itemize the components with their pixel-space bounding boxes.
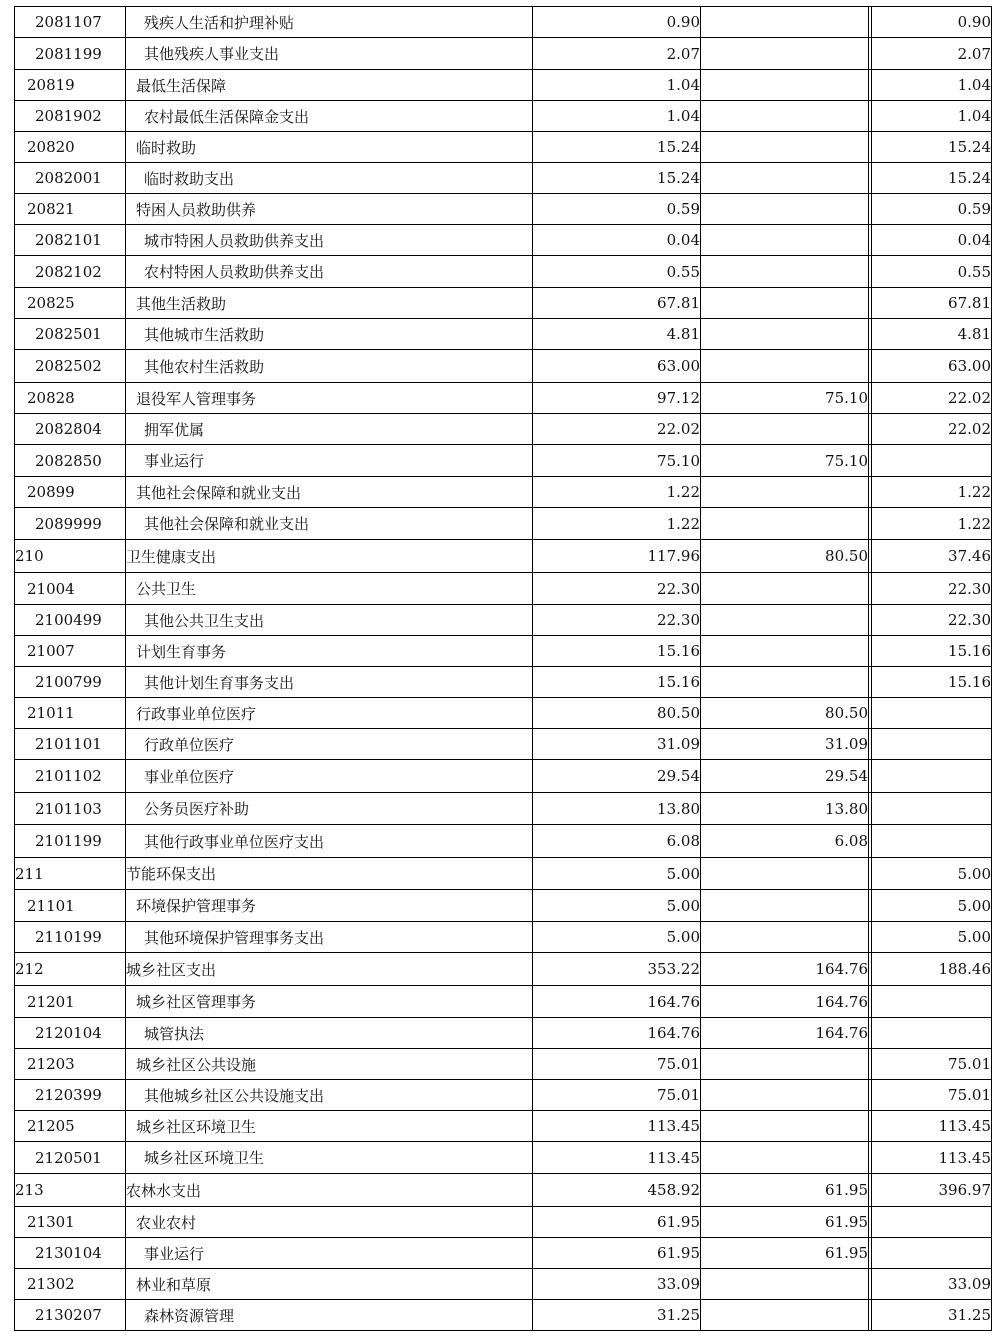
table-row	[15, 1080, 992, 1111]
row-project: 5.00	[872, 922, 992, 953]
row-basic: 75.10	[701, 383, 869, 414]
row-project	[872, 698, 992, 729]
row-total: 5.00	[533, 922, 701, 953]
row-name: 事业单位医疗	[126, 760, 533, 793]
table-row	[15, 1049, 992, 1080]
row-code: 2082502	[15, 350, 126, 383]
row-name: 公共卫生	[126, 573, 533, 605]
row-project: 0.04	[872, 225, 992, 256]
row-basic: 164.76	[701, 1018, 869, 1049]
row-name: 其他计划生育事务支出	[126, 667, 533, 698]
table-row	[15, 477, 992, 508]
row-project: 0.59	[872, 194, 992, 225]
row-total: 33.09	[533, 1269, 701, 1300]
table-row	[15, 350, 992, 383]
row-name: 计划生育事务	[126, 636, 533, 667]
table-row	[15, 508, 992, 540]
row-code: 2120399	[15, 1080, 126, 1111]
row-name: 事业运行	[126, 1238, 533, 1269]
row-code: 2130104	[15, 1238, 126, 1269]
row-name: 残疾人生活和护理补贴	[126, 7, 533, 38]
row-total: 15.16	[533, 636, 701, 667]
row-code: 21302	[15, 1269, 126, 1300]
table-row	[15, 636, 992, 667]
row-basic	[701, 163, 869, 194]
row-name: 农林水支出	[126, 1174, 533, 1207]
row-name: 其他城市生活救助	[126, 319, 533, 350]
table-row	[15, 101, 992, 132]
row-project	[872, 445, 992, 477]
row-total: 75.10	[533, 445, 701, 477]
row-code: 2082850	[15, 445, 126, 477]
table-row	[15, 953, 992, 986]
row-code: 21201	[15, 986, 126, 1018]
row-project	[872, 825, 992, 858]
row-name: 其他社会保障和就业支出	[126, 508, 533, 540]
row-project: 15.24	[872, 132, 992, 163]
table-row	[15, 698, 992, 729]
row-total: 0.04	[533, 225, 701, 256]
row-name: 其他城乡社区公共设施支出	[126, 1080, 533, 1111]
row-project	[872, 793, 992, 825]
row-total: 22.30	[533, 573, 701, 605]
row-project: 1.04	[872, 101, 992, 132]
row-total: 61.95	[533, 1238, 701, 1269]
row-name: 城乡社区环境卫生	[126, 1111, 533, 1142]
row-basic	[701, 605, 869, 636]
table-row	[15, 70, 992, 101]
row-code: 20820	[15, 132, 126, 163]
row-name: 退役军人管理事务	[126, 383, 533, 414]
row-name: 林业和草原	[126, 1269, 533, 1300]
row-basic	[701, 256, 869, 288]
row-project: 2.07	[872, 38, 992, 70]
row-project: 22.30	[872, 605, 992, 636]
row-project: 113.45	[872, 1111, 992, 1142]
row-code: 2081107	[15, 7, 126, 38]
table-row	[15, 445, 992, 477]
row-basic	[701, 890, 869, 922]
row-total: 67.81	[533, 288, 701, 319]
table-row	[15, 319, 992, 350]
table-row	[15, 163, 992, 194]
row-name: 临时救助	[126, 132, 533, 163]
table-row	[15, 858, 992, 890]
row-basic	[701, 573, 869, 605]
row-total: 164.76	[533, 986, 701, 1018]
table-row	[15, 256, 992, 288]
row-code: 210	[15, 540, 126, 573]
table-row	[15, 1018, 992, 1049]
row-name: 城乡社区环境卫生	[126, 1142, 533, 1174]
row-code: 2120104	[15, 1018, 126, 1049]
row-basic: 164.76	[701, 986, 869, 1018]
row-basic: 61.95	[701, 1238, 869, 1269]
row-code: 2110199	[15, 922, 126, 953]
row-name: 城市特困人员救助供养支出	[126, 225, 533, 256]
row-total: 4.81	[533, 319, 701, 350]
row-total: 15.24	[533, 132, 701, 163]
row-code: 2081199	[15, 38, 126, 70]
row-code: 2081902	[15, 101, 126, 132]
row-code: 2101199	[15, 825, 126, 858]
row-name: 节能环保支出	[126, 858, 533, 890]
row-project: 15.24	[872, 163, 992, 194]
row-total: 61.95	[533, 1207, 701, 1238]
row-code: 2100499	[15, 605, 126, 636]
row-code: 2089999	[15, 508, 126, 540]
row-name: 城管执法	[126, 1018, 533, 1049]
row-code: 21301	[15, 1207, 126, 1238]
row-basic: 31.09	[701, 729, 869, 760]
row-basic: 164.76	[701, 953, 869, 986]
row-total: 6.08	[533, 825, 701, 858]
row-project	[872, 760, 992, 793]
row-code: 2120501	[15, 1142, 126, 1174]
row-total: 5.00	[533, 890, 701, 922]
row-project: 22.02	[872, 383, 992, 414]
row-name: 卫生健康支出	[126, 540, 533, 573]
row-total: 31.09	[533, 729, 701, 760]
row-total: 164.76	[533, 1018, 701, 1049]
row-name: 拥军优属	[126, 414, 533, 445]
table-row	[15, 383, 992, 414]
row-project	[872, 1238, 992, 1269]
row-basic	[701, 636, 869, 667]
table-row	[15, 825, 992, 858]
row-name: 城乡社区管理事务	[126, 986, 533, 1018]
row-name: 农村特困人员救助供养支出	[126, 256, 533, 288]
row-project: 1.22	[872, 508, 992, 540]
row-code: 21004	[15, 573, 126, 605]
row-basic	[701, 70, 869, 101]
row-code: 21007	[15, 636, 126, 667]
row-total: 0.55	[533, 256, 701, 288]
row-name: 最低生活保障	[126, 70, 533, 101]
row-name: 行政事业单位医疗	[126, 698, 533, 729]
row-name: 特困人员救助供养	[126, 194, 533, 225]
row-project: 113.45	[872, 1142, 992, 1174]
row-project: 0.90	[872, 7, 992, 38]
row-total: 113.45	[533, 1111, 701, 1142]
row-project: 67.81	[872, 288, 992, 319]
row-project: 31.25	[872, 1300, 992, 1331]
row-total: 75.01	[533, 1080, 701, 1111]
row-basic	[701, 101, 869, 132]
row-code: 213	[15, 1174, 126, 1207]
row-project: 5.00	[872, 890, 992, 922]
row-total: 15.24	[533, 163, 701, 194]
row-name: 其他生活救助	[126, 288, 533, 319]
row-basic	[701, 1300, 869, 1331]
row-basic: 75.10	[701, 445, 869, 477]
row-name: 农业农村	[126, 1207, 533, 1238]
row-total: 63.00	[533, 350, 701, 383]
table-row	[15, 38, 992, 70]
row-code: 21011	[15, 698, 126, 729]
row-total: 75.01	[533, 1049, 701, 1080]
row-project: 63.00	[872, 350, 992, 383]
row-total: 1.04	[533, 70, 701, 101]
row-basic: 29.54	[701, 760, 869, 793]
row-total: 80.50	[533, 698, 701, 729]
row-code: 2101101	[15, 729, 126, 760]
row-code: 2101103	[15, 793, 126, 825]
row-code: 2082101	[15, 225, 126, 256]
row-project	[872, 1018, 992, 1049]
table-row	[15, 922, 992, 953]
table-row	[15, 729, 992, 760]
row-code: 2082501	[15, 319, 126, 350]
table-row	[15, 1174, 992, 1207]
table-row	[15, 667, 992, 698]
table-row	[15, 793, 992, 825]
row-project: 0.55	[872, 256, 992, 288]
row-total: 117.96	[533, 540, 701, 573]
row-basic	[701, 508, 869, 540]
row-name: 环境保护管理事务	[126, 890, 533, 922]
table-row	[15, 540, 992, 573]
row-total: 0.90	[533, 7, 701, 38]
row-project: 22.30	[872, 573, 992, 605]
row-name: 其他社会保障和就业支出	[126, 477, 533, 508]
row-name: 森林资源管理	[126, 1300, 533, 1331]
row-code: 20899	[15, 477, 126, 508]
row-total: 1.04	[533, 101, 701, 132]
row-basic	[701, 132, 869, 163]
row-total: 22.30	[533, 605, 701, 636]
row-basic: 80.50	[701, 698, 869, 729]
row-basic	[701, 38, 869, 70]
budget-table	[14, 6, 992, 1331]
row-total: 458.92	[533, 1174, 701, 1207]
row-basic	[701, 477, 869, 508]
row-name: 公务员医疗补助	[126, 793, 533, 825]
row-code: 20828	[15, 383, 126, 414]
row-basic: 80.50	[701, 540, 869, 573]
row-total: 113.45	[533, 1142, 701, 1174]
row-basic	[701, 414, 869, 445]
row-project: 15.16	[872, 636, 992, 667]
table-row	[15, 1269, 992, 1300]
table-row	[15, 132, 992, 163]
row-code: 20821	[15, 194, 126, 225]
row-project: 1.22	[872, 477, 992, 508]
row-total: 29.54	[533, 760, 701, 793]
row-name: 其他农村生活救助	[126, 350, 533, 383]
row-total: 353.22	[533, 953, 701, 986]
row-total: 15.16	[533, 667, 701, 698]
row-name: 城乡社区支出	[126, 953, 533, 986]
row-project: 1.04	[872, 70, 992, 101]
row-project: 5.00	[872, 858, 992, 890]
row-basic	[701, 922, 869, 953]
row-basic	[701, 194, 869, 225]
row-code: 20819	[15, 70, 126, 101]
table-row	[15, 1300, 992, 1331]
row-basic	[701, 7, 869, 38]
row-basic: 6.08	[701, 825, 869, 858]
row-total: 5.00	[533, 858, 701, 890]
row-name: 农村最低生活保障金支出	[126, 101, 533, 132]
row-total: 31.25	[533, 1300, 701, 1331]
row-total: 22.02	[533, 414, 701, 445]
row-name: 其他环境保护管理事务支出	[126, 922, 533, 953]
row-total: 2.07	[533, 38, 701, 70]
row-basic	[701, 1049, 869, 1080]
row-basic: 61.95	[701, 1207, 869, 1238]
row-code: 21101	[15, 890, 126, 922]
row-basic	[701, 1111, 869, 1142]
row-basic	[701, 288, 869, 319]
table-body	[15, 7, 992, 1331]
table-row	[15, 1238, 992, 1269]
table-row	[15, 225, 992, 256]
row-code: 2100799	[15, 667, 126, 698]
table-row	[15, 1111, 992, 1142]
table-row	[15, 1142, 992, 1174]
row-basic	[701, 319, 869, 350]
table-row	[15, 760, 992, 793]
row-project: 75.01	[872, 1080, 992, 1111]
row-basic	[701, 667, 869, 698]
row-basic	[701, 1269, 869, 1300]
row-code: 2082102	[15, 256, 126, 288]
row-code: 20825	[15, 288, 126, 319]
row-name: 其他行政事业单位医疗支出	[126, 825, 533, 858]
row-basic	[701, 1142, 869, 1174]
table-row	[15, 288, 992, 319]
table-row	[15, 605, 992, 636]
row-name: 城乡社区公共设施	[126, 1049, 533, 1080]
row-project: 15.16	[872, 667, 992, 698]
row-project	[872, 1207, 992, 1238]
row-basic: 13.80	[701, 793, 869, 825]
row-basic	[701, 225, 869, 256]
row-code: 21205	[15, 1111, 126, 1142]
table-row	[15, 573, 992, 605]
row-name: 其他公共卫生支出	[126, 605, 533, 636]
row-project: 4.81	[872, 319, 992, 350]
row-name: 临时救助支出	[126, 163, 533, 194]
table-row	[15, 890, 992, 922]
row-basic	[701, 350, 869, 383]
row-basic: 61.95	[701, 1174, 869, 1207]
row-code: 2130207	[15, 1300, 126, 1331]
row-project: 22.02	[872, 414, 992, 445]
row-name: 行政单位医疗	[126, 729, 533, 760]
row-project: 188.46	[872, 953, 992, 986]
row-project	[872, 986, 992, 1018]
row-total: 1.22	[533, 477, 701, 508]
row-total: 97.12	[533, 383, 701, 414]
row-basic	[701, 1080, 869, 1111]
table-row	[15, 7, 992, 38]
table-row	[15, 194, 992, 225]
row-project: 33.09	[872, 1269, 992, 1300]
row-name: 事业运行	[126, 445, 533, 477]
row-code: 2101102	[15, 760, 126, 793]
row-project: 396.97	[872, 1174, 992, 1207]
row-code: 2082001	[15, 163, 126, 194]
row-basic	[701, 858, 869, 890]
row-project: 37.46	[872, 540, 992, 573]
row-total: 0.59	[533, 194, 701, 225]
row-total: 13.80	[533, 793, 701, 825]
row-code: 2082804	[15, 414, 126, 445]
row-total: 1.22	[533, 508, 701, 540]
row-project: 75.01	[872, 1049, 992, 1080]
row-code: 211	[15, 858, 126, 890]
row-name: 其他残疾人事业支出	[126, 38, 533, 70]
table-row	[15, 414, 992, 445]
row-project	[872, 729, 992, 760]
table-row	[15, 986, 992, 1018]
row-code: 212	[15, 953, 126, 986]
table-row	[15, 1207, 992, 1238]
row-code: 21203	[15, 1049, 126, 1080]
